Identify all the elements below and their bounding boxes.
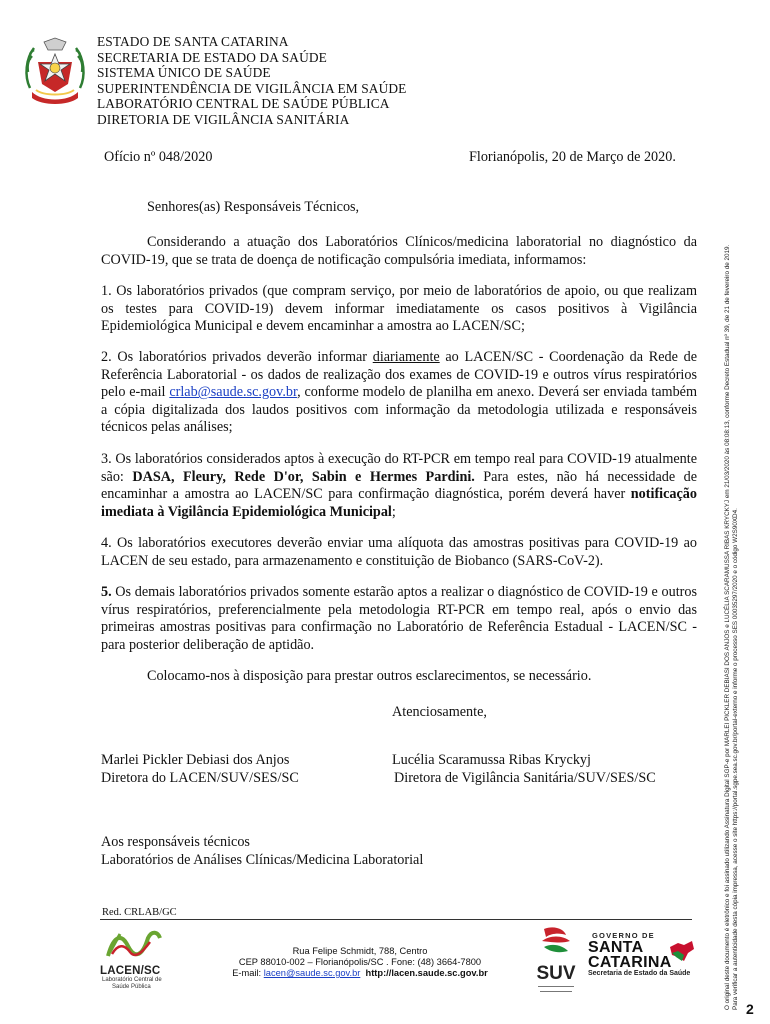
item-1-paragraph: 1. Os laboratórios privados (que compram serviço, por meio de laboratórios de apoio, ou que realizam os testes para COVID-19) devem informar imediatamente os casos positivos à Vigilância Epidemiológica Municipal e devem encaminhar a amostra ao LACEN/SC; <box>101 283 697 335</box>
footer-contact <box>205 968 515 979</box>
suv-emblem-icon <box>530 925 582 959</box>
gov-logo-state-1: SANTA <box>588 939 644 956</box>
salutation: Senhores(as) Responsáveis Técnicos, <box>147 199 360 215</box>
suv-logo <box>530 925 582 995</box>
footer-site-link[interactable]: http://lacen.saude.sc.gov.br <box>365 968 488 978</box>
suv-logo-subtext <box>538 986 574 989</box>
reference-code: Red. CRLAB/GC <box>102 907 177 918</box>
state-map-icon <box>668 939 696 965</box>
daily-emphasis: diariamente <box>372 349 440 365</box>
left-signatory-name: Marlei Pickler Debiasi dos Anjos <box>101 752 290 768</box>
recipients-line-2: Laboratórios de Análises Clínicas/Medicina Laboratorial <box>101 852 424 868</box>
footer-city-phone: CEP 88010-002 – Florianópolis/SC . Fone: (48) 3664-7800 <box>238 957 482 967</box>
item-5-paragraph <box>101 584 697 654</box>
lacen-logo <box>98 928 168 992</box>
closing-paragraph: Colocamo-nos à disposição para prestar outros esclarecimentos, se necessário. <box>147 668 592 684</box>
right-signatory-name: Lucélia Scaramussa Ribas Kryckyj <box>392 752 591 768</box>
signature-note-line: O original deste documento é eletrônico e foi assinado utilizando Assinatura Digital SGP-e por MARLEI PICKLER DEBIASI DOS ANJOS e LUCÉLIA SCARAMUSSA RIBAS KRYCKYJ em 21/03/2020 às 08:08:13, conforme Decreto Estadual nº 39, de 21 de fevereiro de 2019. <box>724 244 731 1010</box>
header-line: SISTEMA ÚNICO DE SAÚDE <box>97 65 271 81</box>
letter-number: Ofício nº 048/2020 <box>104 149 213 165</box>
header-line: DIRETORIA DE VIGILÂNCIA SANITÁRIA <box>97 111 350 127</box>
header-line: LABORATÓRIO CENTRAL DE SAÚDE PÚBLICA <box>97 96 390 112</box>
lacen-dna-icon <box>98 928 168 960</box>
governo-santa-catarina-logo <box>588 931 700 987</box>
lacen-logo-sub: Saúde Pública <box>112 984 151 990</box>
place-date: Florianópolis, 20 de Março de 2020. <box>469 149 676 165</box>
crlab-email-link[interactable]: crlab@saude.sc.gov.br <box>169 384 298 401</box>
item-5-text: Os demais laboratórios privados somente estarão aptos a realizar o diagnóstico de COVID-19 e outros vírus respiratórios, preferencialmente pela metodologia RT-PCR em tempo real, após o envio das primeiras amostras positivas para confirmação no Laboratório de Referência Estadual - LACEN/SC - para posterior deliberação de aptidão. <box>101 584 697 653</box>
page-number: 2 <box>746 1001 754 1017</box>
item-3-paragraph <box>101 451 697 521</box>
item-3-text: Para estes, não há necessidade de encaminhar a amostra ao LACEN/SC para confirmação diagnóstica, porém deverá haver <box>101 468 697 503</box>
lacen-logo-sub: Laboratório Central de <box>102 977 162 983</box>
suv-logo-subtext <box>540 991 572 994</box>
state-coat-of-arms-icon <box>22 36 88 108</box>
header-line: ESTADO DE SANTA CATARINA <box>97 34 289 49</box>
item-4-paragraph: 4. Os laboratórios executores deverão enviar uma alíquota das amostras positivas para COVID-19 ao LACEN de seu estado, para armazenamento e constituição de Biobanco (SARS-CoV-2). <box>101 535 697 569</box>
item-3-text: 3. Os laboratórios considerados aptos à execução do RT-PCR em tempo real para COVID-19 atualmente são: <box>101 451 697 485</box>
footer-address <box>205 946 515 979</box>
footer-street: Rua Felipe Schmidt, 788, Centro <box>292 946 428 956</box>
left-signatory-role: Diretora do LACEN/SUV/SES/SC <box>101 770 299 786</box>
digital-signature-note <box>724 90 741 1010</box>
item-3-text: ; <box>391 503 396 520</box>
footer-email-link[interactable]: lacen@saude.sc.gov.br <box>263 968 361 978</box>
item-2-paragraph <box>101 349 697 437</box>
notification-emphasis: notificação imediata à Vigilância Epidemiológica Municipal <box>101 486 697 520</box>
item-2-text: , conforme modelo de planilha em anexo. Deverá ser enviada também a cópia digitalizada dos laudos positivos com informação da metodologia utilizada e responsáveis técnicos pelas análises; <box>101 384 698 436</box>
suv-logo-name: SUV <box>536 963 576 984</box>
recipients-line-1: Aos responsáveis técnicos <box>101 834 250 850</box>
gov-logo-dept: Secretaria de Estado da Saúde <box>588 970 691 977</box>
intro-paragraph: Considerando a atuação dos Laboratórios Clínicos/medicina laboratorial no diagnóstico da COVID-19, que se trata de doença de notificação compulsória imediata, informamos: <box>101 234 697 268</box>
footer-email-label: E-mail: <box>232 968 264 978</box>
item-2-text: 2. Os laboratórios privados deverão informar <box>101 349 373 365</box>
right-signatory-role: Diretora de Vigilância Sanitária/SUV/SES/SC <box>394 770 656 786</box>
lab-names: DASA, Fleury, Rede D'or, Sabin e Hermes Pardini. <box>132 468 475 485</box>
letterhead <box>97 34 406 128</box>
lacen-logo-name: LACEN/SC <box>100 965 161 977</box>
header-line: SUPERINTENDÊNCIA DE VIGILÂNCIA EM SAÚDE <box>97 80 407 96</box>
regards: Atenciosamente, <box>392 704 487 720</box>
gov-logo-top: GOVERNO DE <box>592 931 655 940</box>
item-2-text: ao LACEN/SC - Coordenação da Rede de Referência Laboratorial - os dados de realização dos exames de COVID-19 e outros vírus respiratórios pelo e-mail <box>101 349 697 401</box>
signature-note-line: Para verificar a autenticidade desta cópia impressa, acesse o site https://portal.sgpe.sea.sc.gov.br/portal-externo e informe o processo SES 00035297/2020 e o código W2S90XD4. <box>732 508 740 1010</box>
footer-divider <box>100 919 692 920</box>
gov-logo-state-2: CATARINA <box>588 954 672 971</box>
item-5-number: 5. <box>101 584 112 600</box>
header-line: SECRETARIA DE ESTADO DA SAÚDE <box>97 49 327 65</box>
